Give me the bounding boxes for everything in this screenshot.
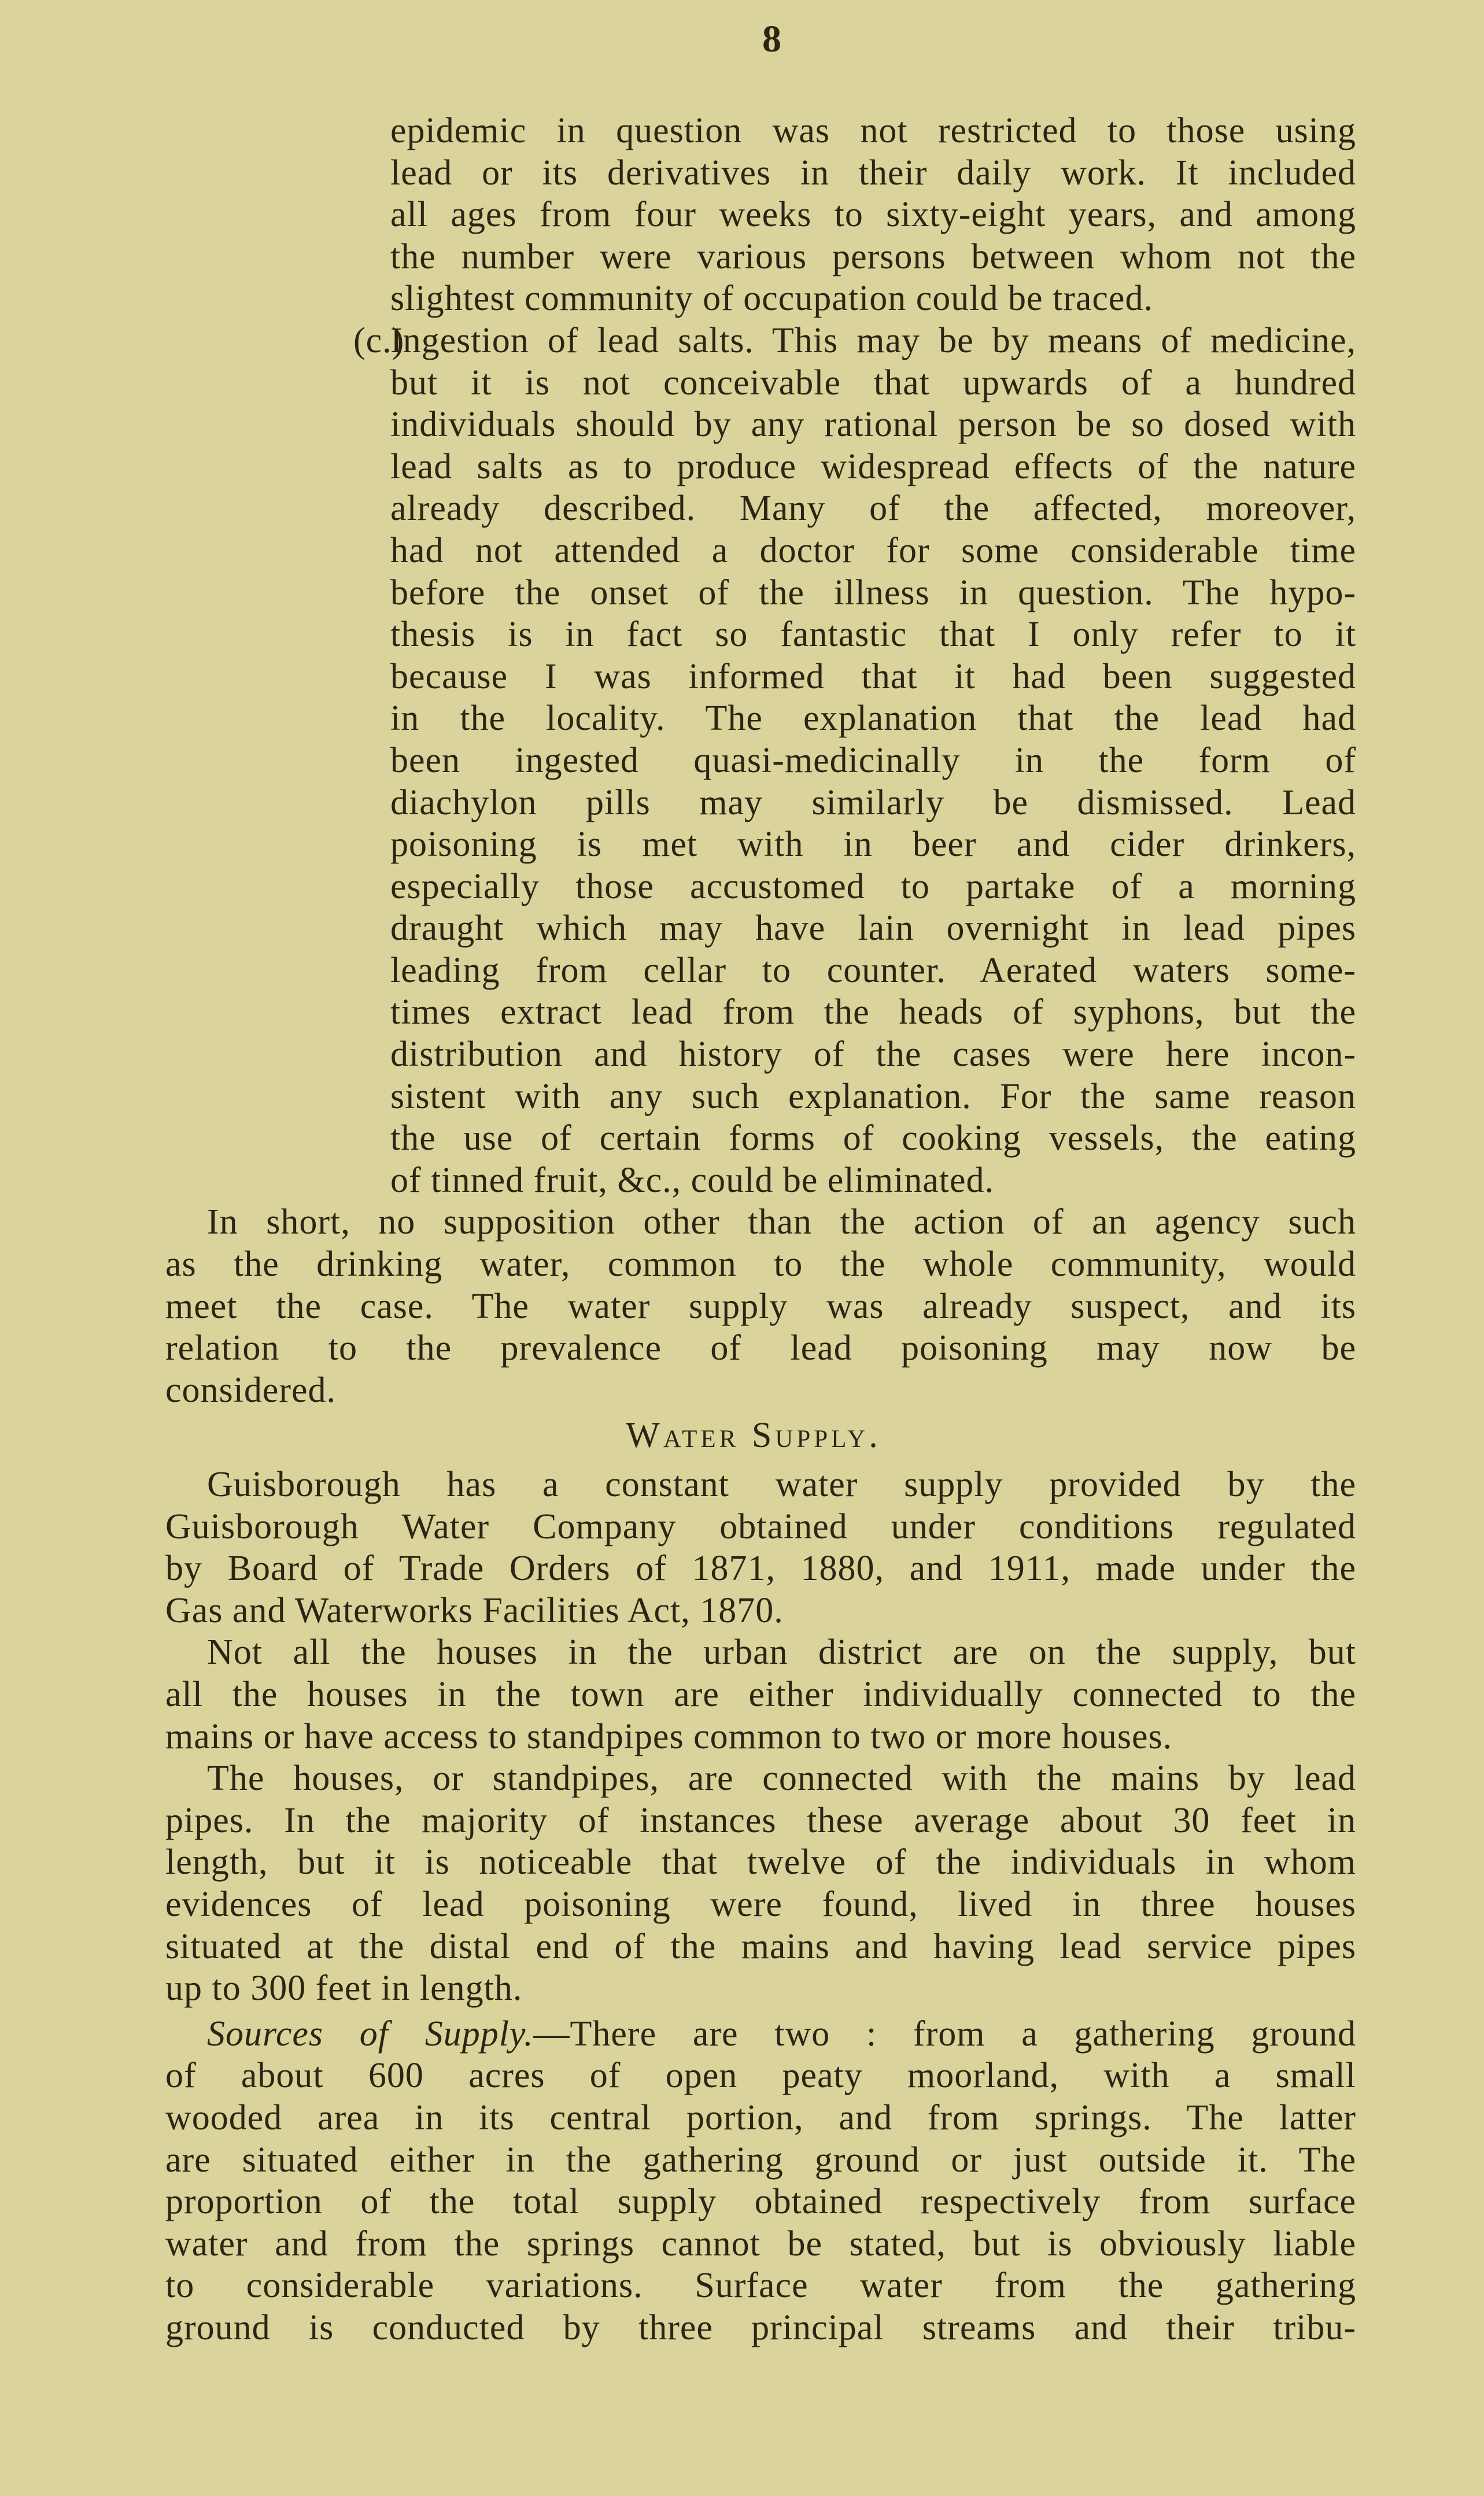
text-line: wooded area in its central portion, and from springs. The latter	[165, 2098, 1356, 2137]
page-number: 8	[762, 18, 781, 60]
text-line: sistent with any such explanation. For the same reason	[390, 1076, 1356, 1116]
text-line: especially those accustomed to partake of a morning	[390, 866, 1356, 906]
text-line: evidences of lead poisoning were found, lived in three houses	[165, 1884, 1356, 1924]
text-line: situated at the distal end of the mains and having lead service pipes	[165, 1926, 1356, 1966]
paragraph	[0, 110, 1484, 320]
text-line: because I was informed that it had been suggested	[390, 656, 1356, 696]
text-line: meet the case. The water supply was already suspect, and its	[165, 1286, 1356, 1326]
text-line: pipes. In the majority of instances these average about 30 feet in	[165, 1800, 1356, 1840]
paragraph	[0, 2013, 1484, 2349]
list-item-c	[0, 320, 1484, 1201]
text-line: thesis is in fact so fantastic that I only refer to it	[390, 615, 1356, 655]
text-line: mains or have access to standpipes common to two or more houses.	[165, 1716, 1173, 1756]
text-line: proportion of the total supply obtained respectively from surface	[165, 2182, 1356, 2222]
text-line: ground is conducted by three principal streams and their tribu-	[165, 2307, 1356, 2347]
text-line: in the locality. The explanation that the lead had	[390, 699, 1356, 739]
subheading-sources-of-supply: Sources of Supply.	[207, 2014, 534, 2054]
page-body	[0, 110, 1484, 2349]
text-line: Guisborough has a constant water supply provided by the	[207, 1465, 1356, 1504]
text-line: but it is not conceivable that upwards of a hundred	[390, 363, 1356, 403]
text-line: had not attended a doctor for some considerable time	[390, 530, 1356, 570]
section-water-supply	[0, 1464, 1484, 2349]
text-line-content: Ingestion of lead salts. This may be by means of medicine,	[390, 320, 1356, 360]
text-line: up to 300 feet in length.	[165, 1969, 523, 2008]
text-line: considered.	[165, 1370, 337, 1410]
text-line: to considerable variations. Surface water from the gathering	[165, 2266, 1356, 2306]
text-line: slightest community of occupation could be traced.	[390, 279, 1153, 319]
text-line: water and from the springs cannot be stated, but is obviously liable	[165, 2224, 1356, 2264]
text-line: by Board of Trade Orders of 1871, 1880, and 1911, made under the	[165, 1549, 1356, 1589]
text-line: distribution and history of the cases were here incon-	[390, 1035, 1356, 1075]
section-before	[0, 110, 1484, 1411]
text-line: epidemic in question was not restricted to those using	[390, 111, 1356, 150]
text-line: the number were various persons between whom not the	[390, 237, 1356, 276]
text-line: as the drinking water, common to the whole community, would	[165, 1245, 1356, 1284]
text-line: all the houses in the town are either individually connected to the	[165, 1674, 1356, 1714]
text-line: Guisborough Water Company obtained under conditions regulated	[165, 1507, 1356, 1546]
text-line: before the onset of the illness in question. The hypo-	[390, 573, 1356, 612]
text-line: all ages from four weeks to sixty-eight years, and among	[390, 195, 1356, 235]
text-line: lead or its derivatives in their daily work. It included	[390, 153, 1356, 193]
text-line: poisoning is met with in beer and cider drinkers,	[390, 825, 1356, 865]
text-line: already described. Many of the affected, moreover,	[390, 489, 1356, 529]
text-line: In short, no supposition other than the action of an agency such	[207, 1202, 1356, 1242]
text-line: Not all the houses in the urban district are on the supply, but	[207, 1633, 1356, 1672]
text-line: length, but it is noticeable that twelve of the individuals in whom	[165, 1843, 1356, 1882]
text-line: are situated either in the gathering ground or just outside it. The	[165, 2140, 1356, 2180]
paragraph	[0, 1631, 1484, 1757]
text-line: the use of certain forms of cooking vessels, the eating	[390, 1118, 1356, 1158]
text-line: individuals should by any rational person be so dosed with	[390, 405, 1356, 445]
text-line: times extract lead from the heads of syphons, but the	[390, 992, 1356, 1032]
text-line: draught which may have lain overnight in lead pipes	[390, 909, 1356, 948]
item-label: (c.)	[353, 320, 405, 360]
text-line-content: —There are two : from a gathering ground	[533, 2014, 1356, 2054]
section-heading: Water Supply.	[626, 1416, 881, 1456]
text-line: lead salts as to produce widespread effects of the nature	[390, 446, 1356, 486]
text-line: The houses, or standpipes, are connected with the mains by lead	[207, 1759, 1356, 1799]
text-line: relation to the prevalence of lead poisoning may now be	[165, 1328, 1356, 1368]
text-line	[207, 2013, 1356, 2055]
paragraph	[0, 1464, 1484, 1631]
text-line	[353, 320, 1356, 362]
text-line: Gas and Waterworks Facilities Act, 1870.	[165, 1590, 784, 1630]
text-line: of about 600 acres of open peaty moorland, with a small	[165, 2056, 1356, 2096]
paragraph	[0, 1757, 1484, 2010]
text-line: diachylon pills may similarly be dismissed. Lead	[390, 782, 1356, 822]
text-line: of tinned fruit, &c., could be eliminated.	[390, 1160, 995, 1200]
paragraph	[0, 1201, 1484, 1411]
text-line: been ingested quasi-medicinally in the form of	[390, 740, 1356, 780]
text-line: leading from cellar to counter. Aerated waters some-	[390, 950, 1356, 990]
